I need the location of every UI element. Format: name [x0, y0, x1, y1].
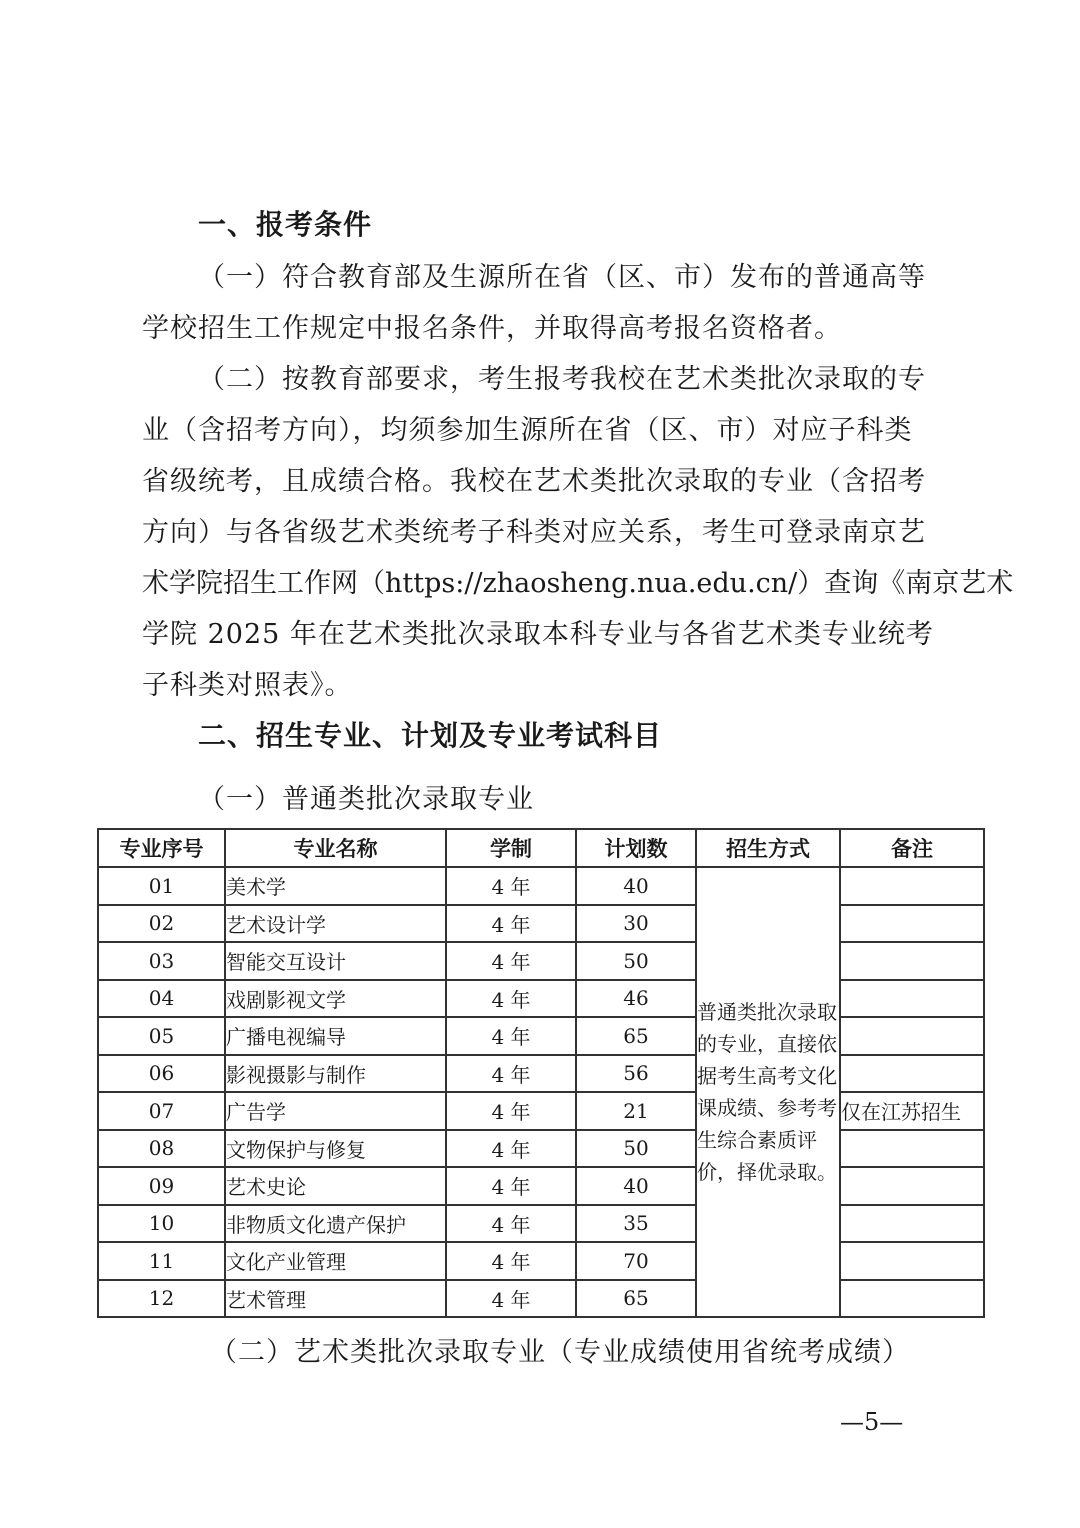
paragraph-2-line-7: 子科类对照表》。	[142, 670, 353, 701]
cell-duration: 4 年	[446, 980, 576, 1018]
section-2-title: 二、招生专业、计划及专业考试科目	[198, 719, 663, 752]
cell-name: 美术学	[225, 867, 446, 905]
table-row	[98, 1242, 984, 1280]
cell-admission-method: 普通类批次录取的专业，直接依据考生高考文化课成绩、参考考生综合素质评价，择优录取。	[696, 867, 840, 1317]
table-row	[98, 980, 984, 1018]
cell-no: 01	[98, 867, 225, 905]
cell-duration: 4 年	[446, 1092, 576, 1130]
cell-duration: 4 年	[446, 1167, 576, 1205]
cell-name: 文物保护与修复	[225, 1130, 446, 1168]
header-plan-count: 计划数	[576, 829, 696, 867]
table-row	[98, 1055, 984, 1093]
table-row	[98, 1130, 984, 1168]
cell-remark	[840, 1130, 984, 1168]
cell-plan: 70	[576, 1242, 696, 1280]
cell-remark	[840, 1055, 984, 1093]
subsection-1-title: （一）普通类批次录取专业	[198, 784, 534, 815]
header-major-no: 专业序号	[98, 829, 225, 867]
paragraph-2-line-1: （二）按教育部要求，考生报考我校在艺术类批次录取的专	[198, 364, 926, 395]
cell-duration: 4 年	[446, 867, 576, 905]
table-row	[98, 1280, 984, 1318]
cell-remark-jiangsu-only: 仅在江苏招生	[840, 1092, 984, 1130]
cell-remark	[840, 867, 984, 905]
cell-duration: 4 年	[446, 1130, 576, 1168]
header-remarks: 备注	[840, 829, 984, 867]
cell-name: 艺术管理	[225, 1280, 446, 1318]
cell-plan: 30	[576, 905, 696, 943]
paragraph-1-line-2: 学校招生工作规定中报名条件，并取得高考报名资格者。	[142, 313, 842, 344]
enrollment-plan-table	[97, 828, 985, 1318]
header-duration: 学制	[446, 829, 576, 867]
cell-remark	[840, 1280, 984, 1318]
paragraph-2-line-6: 学院 2025 年在艺术类批次录取本科专业与各省艺术类专业统考	[142, 619, 934, 650]
cell-name: 文化产业管理	[225, 1242, 446, 1280]
cell-plan: 46	[576, 980, 696, 1018]
cell-no: 11	[98, 1242, 225, 1280]
table-row	[98, 1017, 984, 1055]
cell-remark	[840, 942, 984, 980]
cell-duration: 4 年	[446, 1242, 576, 1280]
cell-remark	[840, 1167, 984, 1205]
section-1-title: 一、报考条件	[198, 208, 373, 241]
cell-plan: 65	[576, 1280, 696, 1318]
cell-name: 广告学	[225, 1092, 446, 1130]
paragraph-2-line-2: 业（含招考方向），均须参加生源所在省（区、市）对应子科类	[142, 415, 913, 446]
cell-no: 08	[98, 1130, 225, 1168]
table-row	[98, 1205, 984, 1243]
table-row	[98, 942, 984, 980]
cell-plan: 56	[576, 1055, 696, 1093]
paragraph-2-line-3: 省级统考，且成绩合格。我校在艺术类批次录取的专业（含招考	[142, 466, 926, 497]
cell-name: 影视摄影与制作	[225, 1055, 446, 1093]
paragraph-2-line-4: 方向）与各省级艺术类统考子科类对应关系，考生可登录南京艺	[142, 517, 926, 548]
page-number: —5—	[840, 1408, 904, 1436]
cell-name: 广播电视编导	[225, 1017, 446, 1055]
cell-no: 12	[98, 1280, 225, 1318]
paragraph-1-line-1: （一）符合教育部及生源所在省（区、市）发布的普通高等	[198, 262, 926, 293]
cell-plan: 50	[576, 942, 696, 980]
cell-remark	[840, 905, 984, 943]
cell-plan: 50	[576, 1130, 696, 1168]
cell-name: 智能交互设计	[225, 942, 446, 980]
cell-duration: 4 年	[446, 1280, 576, 1318]
cell-duration: 4 年	[446, 1017, 576, 1055]
cell-name: 艺术设计学	[225, 905, 446, 943]
header-admission-method: 招生方式	[696, 829, 840, 867]
table-row	[98, 1167, 984, 1205]
cell-plan: 21	[576, 1092, 696, 1130]
cell-plan: 40	[576, 867, 696, 905]
cell-no: 10	[98, 1205, 225, 1243]
cell-no: 06	[98, 1055, 225, 1093]
cell-name: 非物质文化遗产保护	[225, 1205, 446, 1243]
cell-remark	[840, 1242, 984, 1280]
cell-remark	[840, 1205, 984, 1243]
cell-duration: 4 年	[446, 942, 576, 980]
cell-duration: 4 年	[446, 905, 576, 943]
cell-plan: 35	[576, 1205, 696, 1243]
table-header-row	[98, 829, 984, 867]
cell-plan: 40	[576, 1167, 696, 1205]
cell-no: 09	[98, 1167, 225, 1205]
cell-remark	[840, 980, 984, 1018]
cell-no: 07	[98, 1092, 225, 1130]
subsection-2-title: （二）艺术类批次录取专业（专业成绩使用省统考成绩）	[210, 1337, 910, 1368]
cell-no: 03	[98, 942, 225, 980]
cell-no: 04	[98, 980, 225, 1018]
cell-no: 05	[98, 1017, 225, 1055]
cell-name: 戏剧影视文学	[225, 980, 446, 1018]
cell-remark	[840, 1017, 984, 1055]
table-row	[98, 1092, 984, 1130]
cell-name: 艺术史论	[225, 1167, 446, 1205]
table-row	[98, 905, 984, 943]
cell-no: 02	[98, 905, 225, 943]
cell-duration: 4 年	[446, 1205, 576, 1243]
cell-plan: 65	[576, 1017, 696, 1055]
header-major-name: 专业名称	[225, 829, 446, 867]
paragraph-2-line-5: 术学院招生工作网（https://zhaosheng.nua.edu.cn/）查询《南京艺术	[142, 568, 1014, 599]
table-row	[98, 867, 984, 905]
cell-duration: 4 年	[446, 1055, 576, 1093]
